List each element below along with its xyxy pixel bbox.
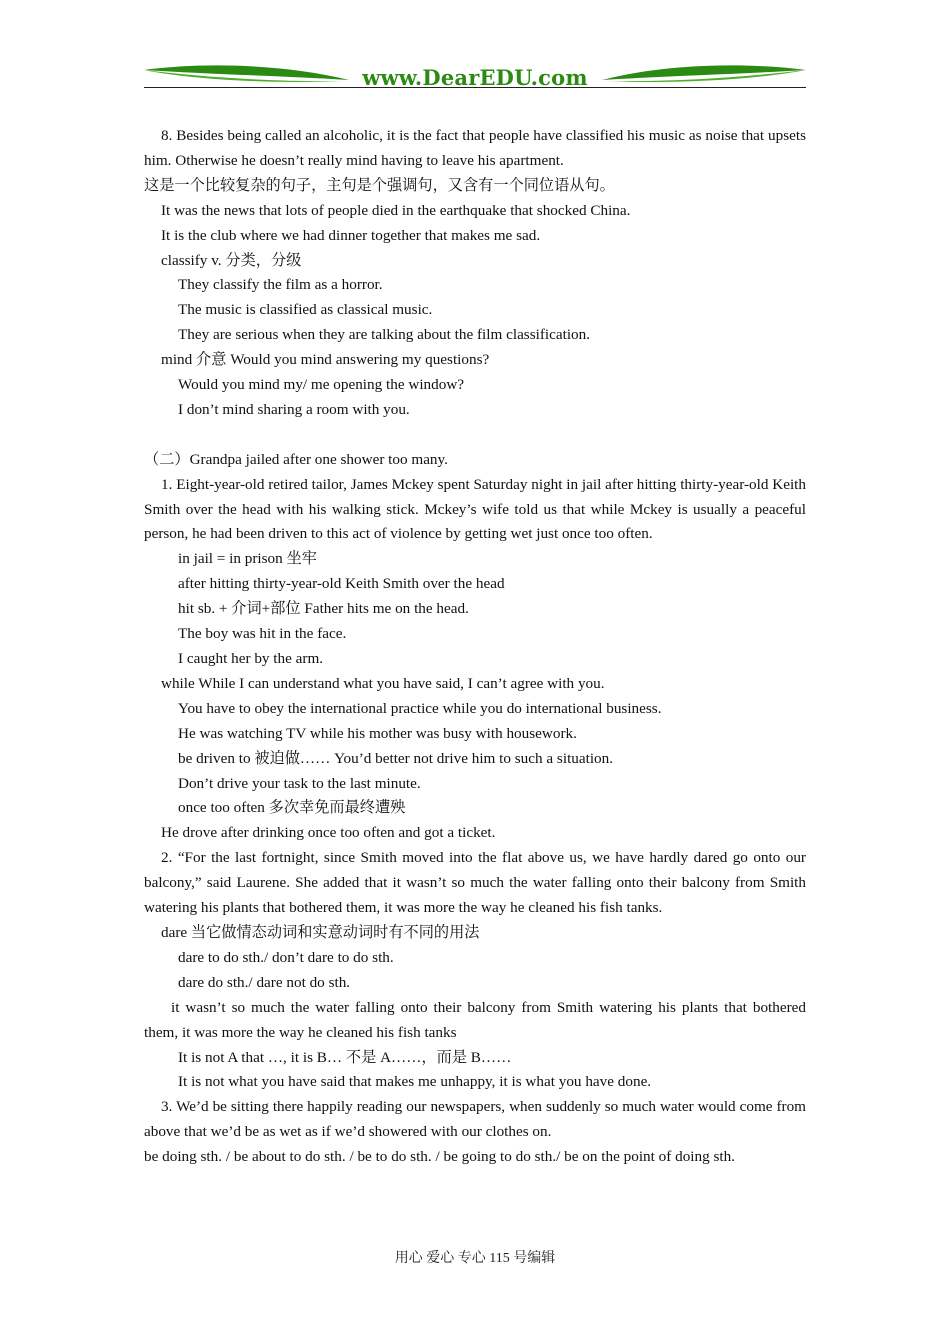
document-body bbox=[144, 124, 806, 1170]
text-line: it wasn’t so much the water falling onto their balcony from Smith watering his plants that bothered them, it was more the way he cleaned his fish tanks bbox=[144, 998, 806, 1041]
text-line: It is the club where we had dinner together that makes me sad. bbox=[161, 226, 541, 244]
text-line: Would you mind my/ me opening the window? bbox=[178, 376, 465, 394]
text-line: after hitting thirty-year-old Keith Smith over the head bbox=[178, 575, 505, 593]
text-line: You have to obey the international practice while you do international business. bbox=[178, 699, 662, 717]
text-line: He was watching TV while his mother was busy with housework. bbox=[178, 724, 577, 742]
text-line: I caught her by the arm. bbox=[178, 650, 324, 668]
text-line: hit sb. + 介词+部位 Father hits me on the head. bbox=[178, 600, 469, 618]
text-line: 2. “For the last fortnight, since Smith moved into the flat above us, we have hardly dared go onto our balcony,” said Laurene. She added that it wasn’t so much the water falling onto their balcony from Smith watering his plants that bothered them, it was more the way he cleaned his fish tanks. bbox=[144, 849, 806, 917]
text-line: 8. Besides being called an alcoholic, it is the fact that people have classified his music as noise that upsets him. Otherwise he doesn’t really mind having to leave his apartment. bbox=[144, 127, 806, 169]
text-line: in jail = in prison 坐牢 bbox=[178, 550, 317, 568]
text-line: It is not what you have said that makes me unhappy, it is what you have done. bbox=[178, 1073, 652, 1091]
text-line: It is not A that …, it is B… 不是 A……，而是 B…… bbox=[178, 1048, 512, 1066]
text-line: dare to do sth./ don’t dare to do sth. bbox=[178, 948, 394, 966]
text-line: classify v. 分类，分级 bbox=[161, 251, 302, 269]
text-line: once too often 多次幸免而最终遭殃 bbox=[178, 799, 406, 817]
text-line: （二）Grandpa jailed after one shower too many. bbox=[144, 450, 448, 468]
text-line: be doing sth. / be about to do sth. / be to do sth. / be going to do sth./ be on the point of doing sth. bbox=[144, 1148, 736, 1166]
text-line: They classify the film as a horror. bbox=[178, 276, 383, 294]
text-line: I don’t mind sharing a room with you. bbox=[178, 400, 410, 418]
text-line: 这是一个比较复杂的句子，主句是个强调句，又含有一个同位语从句。 bbox=[144, 176, 615, 194]
text-line: dare 当它做情态动词和实意动词时有不同的用法 bbox=[161, 923, 480, 941]
text-line: They are serious when they are talking about the film classification. bbox=[178, 326, 591, 344]
text-line: Don’t drive your task to the last minute. bbox=[178, 774, 421, 792]
text-line: It was the news that lots of people died in the earthquake that shocked China. bbox=[161, 201, 631, 219]
header-rule bbox=[144, 87, 806, 88]
blank-line bbox=[144, 423, 806, 448]
text-line: while While I can understand what you have said, I can’t agree with you. bbox=[161, 674, 605, 692]
text-line: The music is classified as classical music. bbox=[178, 301, 433, 319]
text-line: be driven to 被迫做…… You’d better not drive him to such a situation. bbox=[178, 749, 614, 767]
text-line: The boy was hit in the face. bbox=[178, 625, 347, 643]
site-logo-text[interactable]: www.DearEDU.com bbox=[362, 65, 588, 90]
text-line: 3. We’d be sitting there happily reading our newspapers, when suddenly so much water would come from above that we’d be as wet as if we’d showered with our clothes on. bbox=[144, 1098, 806, 1141]
text-line: dare do sth./ dare not do sth. bbox=[178, 973, 351, 991]
page-footer: 用心 爱心 专心 115 号编辑 bbox=[394, 1251, 556, 1266]
text-line: 1. Eight-year-old retired tailor, James Mckey spent Saturday night in jail after hitting thirty-year-old Keith Smith over the head with his walking stick. Mckey’s wife told us that while Mckey is usually a peaceful person, he had been driven to this act of violence by getting wet just once too often. bbox=[144, 475, 806, 543]
text-line: mind 介意 Would you mind answering my questions? bbox=[161, 351, 490, 369]
text-line: He drove after drinking once too often and got a ticket. bbox=[161, 824, 496, 842]
